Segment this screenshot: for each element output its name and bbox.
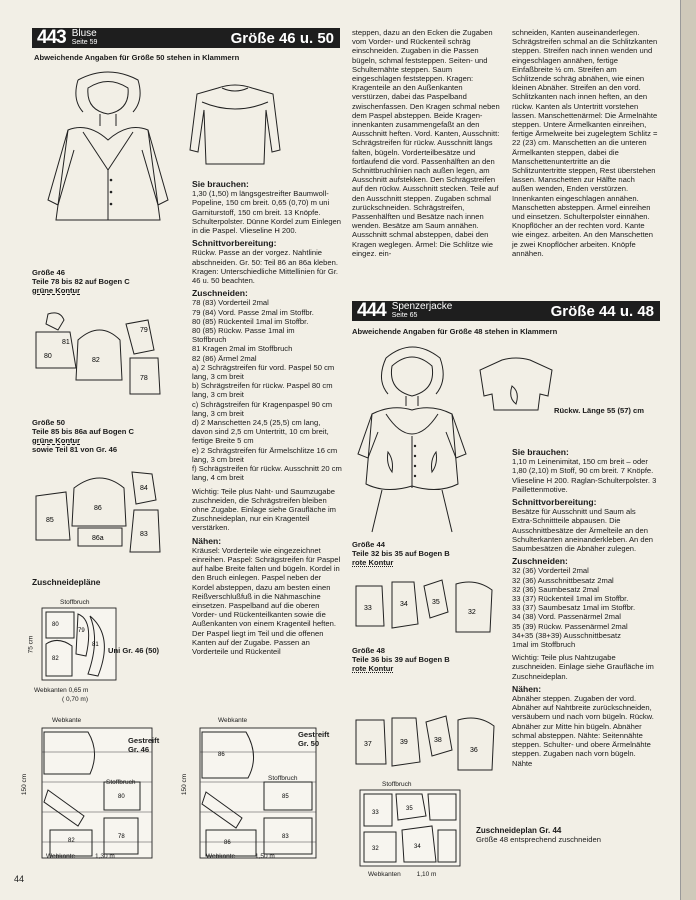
piece-label: 81 — [62, 339, 70, 346]
webkante-top-50: Webkante — [218, 717, 248, 724]
svg-text:82: 82 — [68, 838, 75, 844]
gr46-pattern-pieces — [30, 310, 170, 400]
svg-text:80: 80 — [118, 794, 125, 800]
svg-text:33: 33 — [364, 605, 372, 612]
naehen-text-444: Abnäher steppen. Zugaben der vord. Abnäher auf Nahtbreite zurückschneiden, versäubern und nach vorn bügeln. Rückw. Abnäher zur Mitte hin bügeln. Abnäher schmal absteppen. Nähte: Seitennähte steppen. Schulter- und obere Ärmelnähte steppen. Zugaben nach vorn bügeln. Nähte — [512, 694, 654, 768]
gr50-pattern-pieces — [30, 466, 170, 556]
m443-col3: steppen, dazu an den Ecken die Zugaben vom Vorder- und Rückenteil schräg einschneiden. Zugaben in die Passen bügeln, schmal feststeppen. Seiten- und Schulternähte steppen. Saum eingeschlagen feststeppen. Kragen: Kragenteile an den Außenkanten verstürzen, dabei das Paspelband zwischenfassen. Den Kragen schmal neben dem Paspel absteppen. Beide Krageninnenkanten zusammengefaßt an den Ausschnitt heften. Vord. Kanten, Ausschnitt: Schrägstreifen für rückw. Ausschnitt längs falten, bügeln. Vorderteilbesätze und fortlaufend die vord. Passenhälften an den Schnittbruchlinien nach außen legen, am Ausschnitt aufstekken. Den Schrägstreifen auf den rückw. Ausschnitt stecken. Teile auf den Ausschnitt steppen. Zugaben schmal zurückschneiden. Schrägstreifen, Passenhälften und Besätze nach innen wenden. Besätze am Saum annähen. Ausschnitt schmal absteppen, dabei den Kragen weglegen. Ärmel: Die Schlitze wie eingez. ein- — [352, 28, 500, 258]
model-444-header — [352, 301, 660, 321]
svg-text:38: 38 — [434, 737, 442, 744]
svg-text:79: 79 — [78, 628, 85, 634]
stoffbruch-444: Stoffbruch — [382, 781, 412, 788]
m443-col4: schneiden, Kanten auseinanderlegen. Schrägstreifen schmal an die Schlitzkanten steppen. Streifen nach innen wenden und eingeschlagen annähen, fertige Einfaßbreite ½ cm. Streifen am Schlitzende schräg abnähen, wie einen kleinen Abnäher. Streifen an den vord. Schlitzkanten nach innen heften, an den rückw. Kanten als Untertritt vorstehen lassen. Manschettenärmel: Die Ärmelnähte steppen. Untere Ärmelkanten einreihen, fertige Ärmelweite bei zugelegtem Schlitz = 22 (23) cm. Manschetten an die unteren Ärmelkanten steppen, dabei die Manschettenuntertritte an die Schlitzuntertritte steppen, Rest überstehen lassen. Manschetten zur Hälfte nach außen wenden, Enden verstürzen. Innenkanten eingeschlagen annähen. Manschetten absteppen. Ärmel einreihen und einsetzen. Schulterpolster einnähen. Knopflöcher an der rechten vord. Kante wie eingez. arbeiten. An den Manschetten je zwei Knopflöcher arbeiten. Knöpfe annähen. — [512, 28, 658, 258]
svg-text:86a: 86a — [92, 535, 104, 542]
spenzer-cutting-plan — [352, 786, 472, 876]
gr44-pattern-pieces — [352, 576, 512, 636]
svg-text:84: 84 — [140, 485, 148, 492]
cutting-plans-title: Zuschneidepläne — [32, 577, 101, 587]
stoffbruch-46: Stoffbruch — [106, 779, 136, 786]
next-page-edge — [680, 0, 696, 900]
zuschneiden-list: 78 (83) Vorderteil 2mal 79 (84) Vord. Passe 2mal im Stoffbr. 80 (85) Rückenteil 1mal im Stoffbr. 80 (85) Rückw. Passe 1mal im Stoffbruch 81 Kragen 2mal im Stoffbruch 82 (86) Ärmel 2mal a) 2 Schrägstreifen für vord. Paspel 50 cm lang, 3 cm breit b) Schrägstreifen für rückw. Paspel 80 cm lang, 3 cm breit c) Schrägstreifen für Kragenpaspel 90 cm lang, 3 cm breit d) 2 Manschetten 24,5 (25,5) cm lang, davon sind 2,5 cm Untertritt, 10 cm breit, fertige Breite 5 cm e) 2 Schrägstreifen für Ärmelschlitze 16 cm lang, 3 cm breit f) Schrägstreifen für rückw. Ausschnitt 20 cm lang, 4 cm breit — [192, 298, 342, 483]
svg-text:83: 83 — [282, 834, 289, 840]
svg-text:80: 80 — [44, 353, 52, 360]
svg-text:78: 78 — [118, 834, 125, 840]
webkanten-444: Webkanten 1,10 m — [368, 871, 437, 878]
svg-text:82: 82 — [52, 656, 59, 662]
svg-text:80: 80 — [52, 622, 59, 628]
svg-text:39: 39 — [400, 739, 408, 746]
model-443-note: Abweichende Angaben für Größe 50 stehen in Klammern — [34, 53, 240, 62]
blouse-back-illustration — [188, 80, 283, 170]
wichtig-text-444: Wichtig: Teile plus Nahtzugabe zuschneiden. Einlage siehe Graufläche im Zuschneideplan. — [512, 653, 654, 681]
model-444-note: Abweichende Angaben für Größe 48 stehen in Klammern — [352, 327, 558, 336]
schnitt-text: Rückw. Passe an der vorgez. Nahtlinie abschneiden. Gr. 50: Teil 86 an 86a kleben. Kragen: Unterschiedliche Mittellinien für Gr. 46 u. 50 beachten. — [192, 248, 339, 286]
model-page-ref: Seite 65 — [391, 312, 418, 319]
gr44-title: Größe 44 Teile 32 bis 35 auf Bogen B rote Kontur — [352, 540, 450, 567]
svg-text:86: 86 — [94, 505, 102, 512]
svg-text:36: 36 — [470, 747, 478, 754]
svg-text:34: 34 — [400, 601, 408, 608]
svg-text:85: 85 — [46, 517, 54, 524]
page-number: 44 — [14, 874, 25, 884]
gr48-pattern-pieces — [352, 712, 512, 772]
gr48-title: Größe 48 Teile 36 bis 39 auf Bogen B rote Kontur — [352, 646, 450, 673]
model-443-header — [32, 28, 340, 48]
svg-text:82: 82 — [92, 357, 100, 364]
svg-text:83: 83 — [140, 531, 148, 538]
m443-col2: Sie brauchen: 1,30 (1,50) m längsgestreifter Baumwoll-Popeline, 150 cm breit. 0,65 (0,70) m uni Garniturstoff, 150 cm breit. 13 Knöpfe. Schulterpolster. Dünne Kordel zum Einlegen in die Paspel. Vlieseline H 200. Schnittvorbereitung: Rückw. Passe an der vorgez. Nahtlinie abschneiden. Gr. 50: Teil 86 an 86a kleben. Kragen: Unterschiedliche Mittellinien für Gr. 46 u. 50 beachten. Zuschneiden: 78 (83) Vorderteil 2mal 79 (84) Vord. Passe 2mal im Stoffbr. 80 (85) Rückenteil 1mal im Stoffbr. 80 (85) Rückw. Passe 1mal im Stoffbruch 81 Kragen 2mal im Stoffbruch 82 (86) Ärmel 2mal a) 2 Schrägstreifen für vord. Paspel 50 cm lang, 3 cm breit b) Schrägstreifen für rückw. Paspel 80 cm lang, 3 cm breit c) Schrägstreifen für Kragenpaspel 90 cm lang, 3 cm breit d) 2 Manschetten 24,5 (25,5) cm lang, davon sind 2,5 cm Untertritt, 10 cm breit, fertige Breite 5 cm e) 2 Schrägstreifen für Ärmelschlitze 16 cm lang, 3 cm breit f) Schrägstreifen für rückw. Ausschnitt 20 cm lang, 4 cm breit Wichtig: Teile plus Naht- und Saumzugabe zuschneiden, die Schrägstreifen bleiben ohne Zugabe. Einlage siehe Graufläche im Zuschneideplan, nur ein Kragenteil verstärken. Nähen: Kräusel: Vorderteile wie eingezeichnet einreihen. Paspel: Schrägstreifen für Paspel auf halbe Breite falten und bügeln. Kordel in den Bruch einlegen. Paspel neben der Kordel absteppen, dazu am besten einen Reißverschlußfuß in die Nähmaschine einsetzen. Paspelband auf die oberen Vorder- und Rückenteilkanten sowie die Außenkanten von einem Kragenteil heften. Der Paspel liegt im Teil und die offenen Kanten auf der Zugabe. Passen an Vorderteile und Rückenteil — [192, 179, 342, 656]
jacket-front-illustration — [352, 344, 472, 534]
svg-text:78: 78 — [140, 375, 148, 382]
model-page-ref: Seite 59 — [71, 39, 98, 46]
svg-text:85: 85 — [282, 794, 289, 800]
model-name: Bluse — [71, 28, 97, 39]
model-size: Größe 44 u. 48 — [550, 302, 654, 320]
wichtig-text: Wichtig: Teile plus Naht- und Saumzugabe zuschneiden, die Schrägstreifen bleiben ohne Zugabe. Einlage siehe Graufläche im Zuschneideplan, nur ein Kragenteil verstärken. — [192, 486, 336, 533]
svg-text:86: 86 — [224, 840, 231, 846]
zuschneiden-list-444: 32 (36) Vorderteil 2mal 32 (36) Ausschnittbesatz 2mal 32 (36) Saumbesatz 2mal 33 (37) Rückenteil 1mal im Stoffbr. 33 (37) Saumbesatz 1mal im Stoffbr. 34 (38) Vord. Passenärmel 2mal 35 (39) Rückw. Passenärmel 2mal 34+35 (38+39) Ausschnittbesatz 1mal im Stoffbruch — [512, 566, 636, 650]
svg-text:86: 86 — [218, 752, 225, 758]
stoffbruch-label: Stoffbruch — [60, 599, 90, 606]
svg-text:35: 35 — [406, 806, 413, 812]
gr50-title: Größe 50 Teile 85 bis 86a auf Bogen C grüne Kontur sowie Teil 81 von Gr. 46 — [32, 418, 134, 454]
svg-text:37: 37 — [364, 741, 372, 748]
model-name: Spenzerjacke — [391, 301, 453, 312]
len-150-label-50: 150 cm — [181, 773, 189, 796]
rueckw-laenge: Rückw. Länge 55 (57) cm — [554, 406, 645, 415]
schnitt-text-444: Besätze für Ausschnitt und Saum als Extra-Schnittteile abpausen. Die Ausschnittbesätze der Ärmelteile an den Schulterkanten aneinanderkleben. An den Saumbesätzen die Abnäher zulegen. — [512, 507, 654, 554]
gestreift-50-label: Gestreift Gr. 50 — [298, 730, 330, 748]
model-number: 443 — [37, 27, 66, 48]
svg-text:35: 35 — [432, 599, 440, 606]
gestreift-46-label: Gestreift Gr. 46 — [128, 736, 160, 754]
webkante-bottom-46: Webkante 1,30 m — [46, 853, 115, 860]
webkante-top-46: Webkante — [52, 717, 82, 724]
jacket-back-illustration — [476, 356, 556, 416]
m444-col-right: Sie brauchen: 1,10 m Leinenimitat, 150 cm breit – oder 1,80 (2,10) m Stoff, 90 cm breit. 7 Knöpfe. Vlieseline H 200. Raglan-Schulterpolster. 3 Paillettenmotive. Schnittvorbereitung: Besätze für Ausschnitt und Saum als Extra-Schnittteile abpausen. Die Ausschnittbesätze der Ärmelteile an den Schulterkanten aneinanderkleben. An den Saumbesätzen die Abnäher zulegen. Zuschneiden: 32 (36) Vorderteil 2mal 32 (36) Ausschnittbesatz 2mal 32 (36) Saumbesatz 2mal 33 (37) Rückenteil 1mal im Stoffbr. 33 (37) Saumbesatz 1mal im Stoffbr. 34 (38) Vord. Passenärmel 2mal 35 (39) Rückw. Passenärmel 2mal 34+35 (38+39) Ausschnittbesatz 1mal im Stoffbruch Wichtig: Teile plus Nahtzugabe zuschneiden. Einlage siehe Graufläche im Zuschneideplan. Nähen: Abnäher steppen. Zugaben der vord. Abnäher auf Nahtbreite zurückschneiden, versäubern und nach vorn bügeln. Rückw. Abnäher zur Mitte hin bügeln. Abnäher schmal absteppen. Nähte: Seitennähte steppen. Schulter- und obere Ärmelnähte steppen. Zugaben nach vorn bügeln. Nähte — [512, 447, 657, 768]
webkante-bottom-50: Webkante 1,50 m — [206, 853, 275, 860]
len-150-label: 150 cm — [21, 773, 29, 796]
gr46-title: Größe 46 Teile 78 bis 82 auf Bogen C grüne Kontur — [32, 268, 130, 295]
model-number: 444 — [357, 300, 386, 321]
svg-text:33: 33 — [372, 810, 379, 816]
blouse-front-illustration — [38, 70, 178, 240]
svg-text:32: 32 — [468, 609, 476, 616]
stoffbruch-50: Stoffbruch — [268, 775, 298, 782]
naehen-text: Kräusel: Vorderteile wie eingezeichnet einreihen. Paspel: Schrägstreifen für Paspel auf halbe Breite falten und bügeln. Kordel in den Bruch einlegen. Paspel neben der Kordel absteppen, dazu am besten einen Reißverschlußfuß in die Nähmaschine einsetzen. Paspelband auf die oberen Vorder- und Rückenteilkanten sowie die Außenkanten von einem Kragenteil heften. Der Paspel liegt im Teil und die offenen Kanten auf der Zugabe. Passen an Vorderteile und Rückenteil — [192, 545, 341, 656]
brauchen-text-444: 1,10 m Leinenimitat, 150 cm breit – oder 1,80 (2,10) m Stoff, 90 cm breit. 7 Knöpfe. Vlieseline H 200. Raglan-Schulterpolster. 3 Paillettenmotive. — [512, 457, 657, 494]
model-size: Größe 46 u. 50 — [230, 29, 334, 47]
uni-label: Uni Gr. 46 (50) — [108, 646, 160, 655]
brauchen-text: 1,30 (1,50) m längsgestreifter Baumwoll-Popeline, 150 cm breit. 0,65 (0,70) m uni Garniturstoff, 150 cm breit. 13 Knöpfe. Schulterpolster. Dünne Kordel zum Einlegen in die Paspel. Vlieseline H 200. — [192, 189, 342, 236]
svg-text:81: 81 — [92, 642, 99, 648]
webkanten-a: Webkanten 0,65 m ( 0,70 m) — [34, 687, 89, 703]
svg-text:32: 32 — [372, 846, 379, 852]
spenzer-plan-title: Zuschneideplan Gr. 44 Größe 48 entsprechend zuschneiden — [476, 826, 601, 844]
svg-text:34: 34 — [414, 844, 421, 850]
len-75-label: 75 cm — [27, 635, 35, 654]
svg-text:79: 79 — [140, 327, 148, 334]
